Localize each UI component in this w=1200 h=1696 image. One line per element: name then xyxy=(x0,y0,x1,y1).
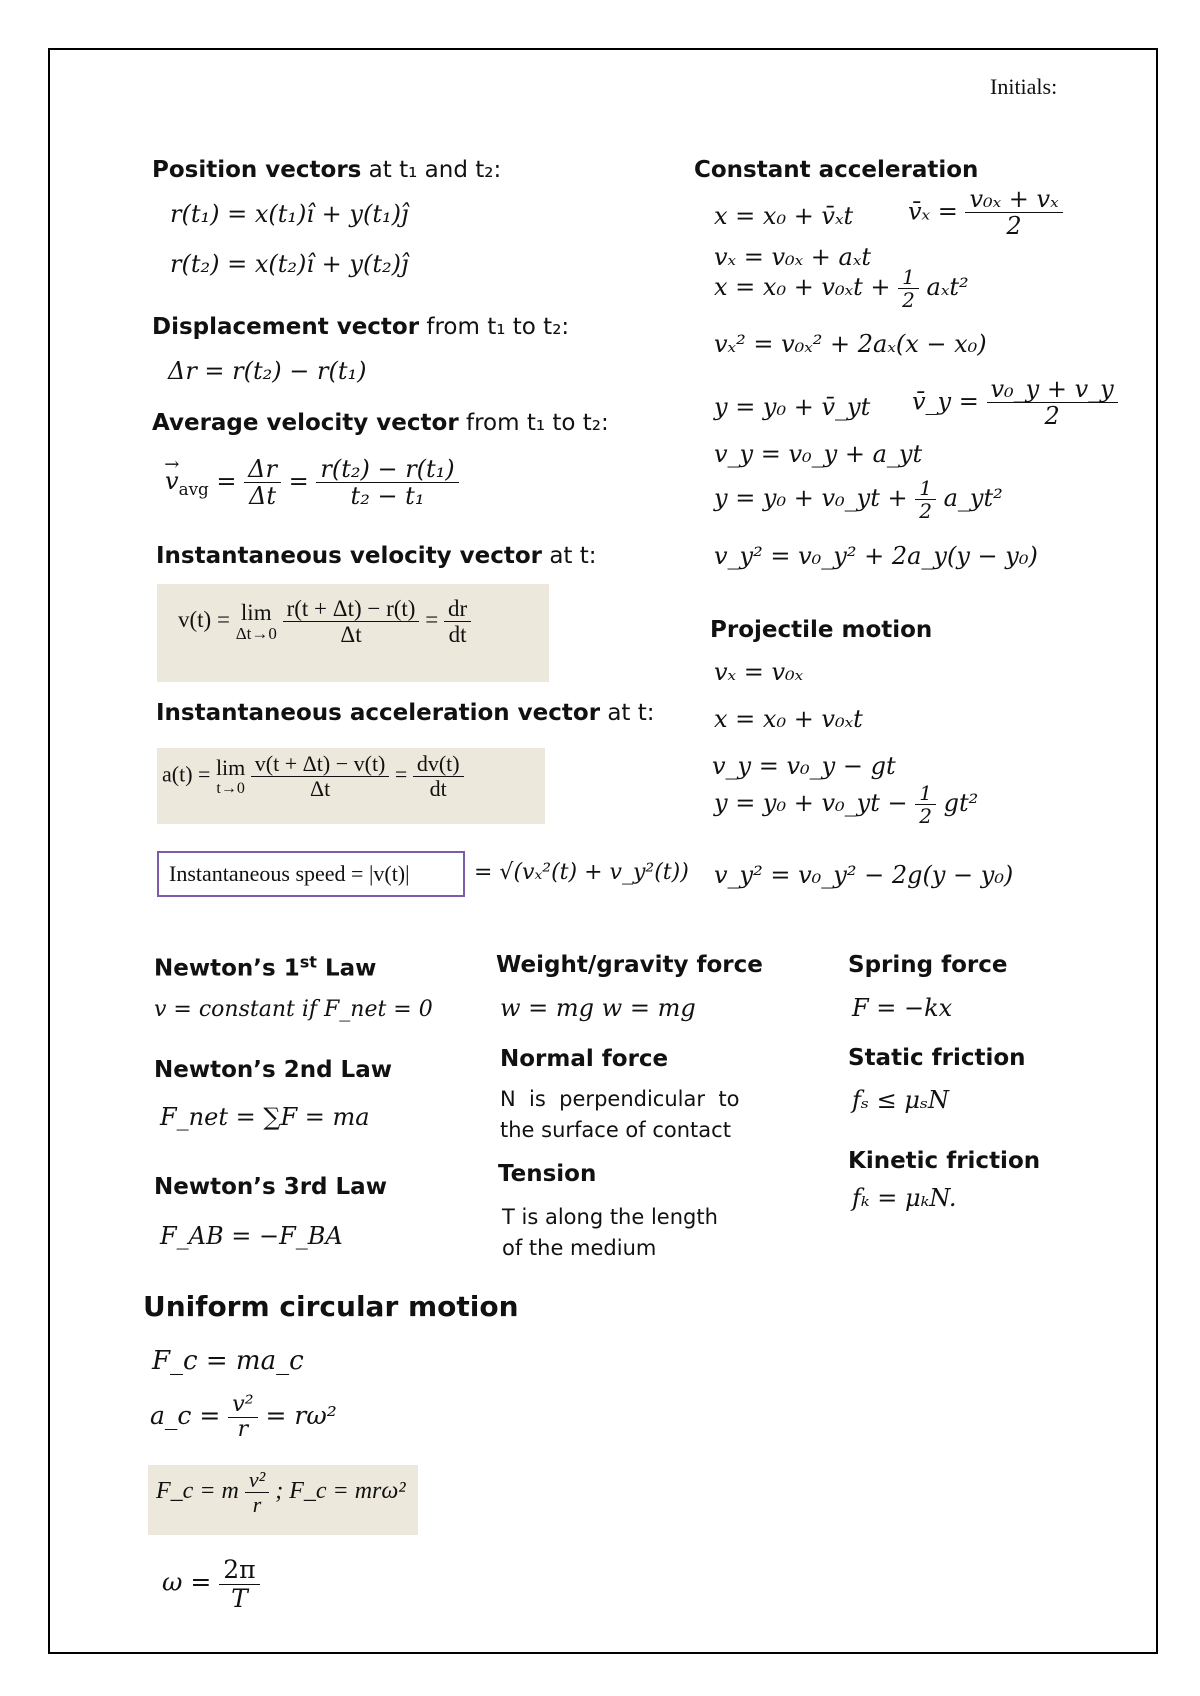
projectile-eq-1: vₓ = v₀ₓ xyxy=(714,658,804,686)
circular-eq-4 xyxy=(162,1556,260,1612)
static-friction-heading xyxy=(848,1045,1026,1071)
kinetic-friction-heading xyxy=(848,1148,1040,1174)
circ-eq4-den: T xyxy=(231,1583,248,1613)
newton1-heading-b: Law xyxy=(317,955,377,982)
const-acc-vbar-x xyxy=(908,186,1063,240)
avg-velocity-eq: → $v_{avg}$ = $\frac{\Delta r}{\Delta t}$ = $\frac{\text{r(t₂) − r(t₁)}}{\text{t₂ − t₁}}$ xyxy=(165,456,459,510)
inst-acc-heading-bold: Instantaneous acceleration vector xyxy=(156,700,601,726)
const-acc-eq-x1: x = x₀ + v̄ₓt xyxy=(714,202,854,230)
position-heading-bold: Position vectors xyxy=(152,157,362,183)
eq-x3-rhs: aₓt² xyxy=(926,273,969,301)
weight-eq: w = mg w = mg xyxy=(500,994,696,1022)
circ-eq4-lhs: ω = xyxy=(162,1567,212,1597)
position-eq-1: r(t₁) = x(t₁)î + y(t₁)ĵ xyxy=(170,200,409,228)
proj-eq4-half-num: 1 xyxy=(915,782,936,805)
proj-eq4-lhs: y = y₀ + v₀_yt − xyxy=(714,789,908,817)
circ-eq3-num: v² xyxy=(245,1468,269,1493)
const-acc-heading xyxy=(694,157,978,183)
inst-acc-lim-sub: t→0 xyxy=(216,779,245,797)
displacement-heading xyxy=(152,314,569,340)
inst-acc-lhs: a(t) = xyxy=(162,761,211,787)
inst-velocity-heading-rest: at t: xyxy=(542,543,597,569)
newton2-eq: F_net = ∑F = ma xyxy=(160,1103,370,1131)
normal-text-1: N is perpendicular to xyxy=(500,1087,740,1111)
eq-y3-half-den: 2 xyxy=(919,499,932,523)
avg-frac1-num: Δr xyxy=(244,456,281,483)
const-acc-eq-x3 xyxy=(714,266,969,311)
projectile-heading-bold: Projectile motion xyxy=(710,617,933,643)
proj-eq4-rhs: gt² xyxy=(943,789,979,817)
avg-frac2-den: t₂ − t₁ xyxy=(350,482,425,511)
newton1-heading xyxy=(154,952,376,982)
inst-speed-rhs: = √(vₓ²(t) + v_y²(t)) xyxy=(474,860,689,885)
newton1-heading-a: Newton’s 1 xyxy=(154,955,300,982)
normal-text-2: the surface of contact xyxy=(500,1118,731,1142)
spring-eq: F = −kx xyxy=(852,994,953,1022)
initials-label: Initials: xyxy=(990,74,1058,99)
vbar-x-num: v₀ₓ + vₓ xyxy=(965,186,1062,213)
circ-eq4-num: 2π xyxy=(219,1556,259,1585)
inst-acc-lim: lim xyxy=(215,754,246,780)
inst-acc-dnum: dv(t) xyxy=(413,752,464,777)
inst-acc-num: v(t + Δt) − v(t) xyxy=(251,752,390,777)
inst-acc-dden: dt xyxy=(429,776,447,802)
tension-text-1: T is along the length xyxy=(502,1205,718,1229)
avg-velocity-sub: avg xyxy=(178,479,209,500)
circ-eq2-rhs: = rω² xyxy=(265,1401,337,1431)
normal-heading xyxy=(500,1046,668,1072)
tension-text-2: of the medium xyxy=(502,1236,657,1260)
const-acc-vbar-y xyxy=(912,376,1118,430)
vbar-x-den: 2 xyxy=(1006,212,1022,241)
inst-velocity-dnum: dr xyxy=(444,596,471,622)
inst-speed-box: Instantaneous speed = |v(t)| xyxy=(157,851,465,897)
newton2-heading xyxy=(154,1057,392,1083)
proj-eq4-half-den: 2 xyxy=(919,804,932,828)
projectile-heading xyxy=(710,617,932,643)
circ-eq2-lhs: a_c = xyxy=(150,1401,221,1431)
inst-velocity-lim: lim xyxy=(240,599,272,625)
kinetic-friction-eq: fₖ = μₖN. xyxy=(852,1184,957,1212)
avg-frac1-den: Δt xyxy=(249,482,277,511)
circ-eq2-den: r xyxy=(237,1417,249,1443)
circular-heading: Uniform circular motion xyxy=(143,1290,519,1323)
vbar-y-num: v₀_y + v_y xyxy=(987,376,1118,403)
const-acc-eq-x2: vₓ = v₀ₓ + aₓt xyxy=(714,243,871,271)
weight-heading xyxy=(496,952,763,978)
const-acc-eq-y2: v_y = v₀_y + a_yt xyxy=(714,440,923,468)
projectile-eq-4 xyxy=(714,782,978,827)
const-acc-eq-y4: v_y² = v₀_y² + 2a_y(y − y₀) xyxy=(714,542,1038,570)
eq-y3-lhs: y = y₀ + v₀_yt + xyxy=(714,484,908,512)
position-heading-rest: at t₁ and t₂: xyxy=(361,157,502,183)
avg-frac2-num: r(t₂) − r(t₁) xyxy=(316,456,458,483)
circ-eq3-rhs: ; F_c = mrω² xyxy=(275,1478,406,1505)
kinetic-friction-heading-bold: Kinetic friction xyxy=(848,1148,1041,1174)
inst-acc-heading-rest: at t: xyxy=(600,700,655,726)
inst-velocity-num: r(t + Δt) − r(t) xyxy=(283,596,420,622)
projectile-eq-5: v_y² = v₀_y² − 2g(y − y₀) xyxy=(714,861,1014,889)
inst-velocity-eq: v(t) = lim Δt→0 $\frac{r(t + \Delta t) - r(t)}{\Delta t}$ = $\frac{dr}{dt}$ xyxy=(178,596,471,648)
inst-velocity-lhs: v(t) = xyxy=(178,607,230,633)
spring-heading xyxy=(848,952,1007,978)
normal-text xyxy=(500,1084,739,1146)
projectile-eq-3: v_y = v₀_y − gt xyxy=(712,752,896,780)
newton3-heading xyxy=(154,1174,387,1200)
inst-velocity-heading xyxy=(156,543,597,569)
inst-velocity-den: Δt xyxy=(340,622,362,648)
inst-acc-den: Δt xyxy=(309,776,331,802)
avg-velocity-heading-rest: from t₁ to t₂: xyxy=(458,410,609,436)
position-heading xyxy=(152,157,501,183)
circ-eq2-num: v² xyxy=(228,1393,257,1418)
const-acc-eq-y1: y = y₀ + v̄_yt xyxy=(714,393,871,421)
circ-eq3-den: r xyxy=(252,1492,262,1518)
newton1-eq: v = constant if F_net = 0 xyxy=(154,997,433,1022)
tension-text xyxy=(502,1202,718,1264)
eq-x3-half-num: 1 xyxy=(898,266,919,289)
eq-x3-half-den: 2 xyxy=(902,288,915,312)
displacement-eq: Δr = r(t₂) − r(t₁) xyxy=(168,357,367,385)
eq-x3-lhs: x = x₀ + v₀ₓt + xyxy=(714,273,891,301)
circular-eq-1: F_c = ma_c xyxy=(152,1346,304,1376)
vbar-x-lhs: v̄ₓ = xyxy=(908,197,958,226)
inst-velocity-heading-bold: Instantaneous velocity vector xyxy=(156,543,543,569)
newton1-heading-sup: st xyxy=(299,952,317,971)
eq-y3-rhs: a_yt² xyxy=(943,484,1003,512)
projectile-eq-2: x = x₀ + v₀ₓt xyxy=(714,705,863,733)
circular-eq-3 xyxy=(156,1468,406,1517)
const-acc-eq-y3 xyxy=(714,477,1003,522)
normal-heading-bold: Normal force xyxy=(500,1046,669,1072)
inst-velocity-lim-sub: Δt→0 xyxy=(235,624,277,644)
vbar-y-den: 2 xyxy=(1044,402,1060,431)
circ-eq3-lhs: F_c = m xyxy=(156,1478,239,1505)
eq-y3-half-num: 1 xyxy=(915,477,936,500)
vbar-y-lhs: v̄_y = xyxy=(912,387,979,416)
avg-velocity-heading xyxy=(152,410,609,436)
const-acc-eq-x4: vₓ² = v₀ₓ² + 2aₓ(x − x₀) xyxy=(714,330,987,358)
inst-acc-eq: a(t) = lim t→0 $\frac{v(t + \Delta t) - v(t)}{\Delta t}$ = $\frac{dv(t)}{dt}$ xyxy=(162,752,464,801)
circular-eq-2 xyxy=(150,1393,337,1442)
inst-acc-heading xyxy=(156,700,655,726)
const-acc-heading-bold: Constant acceleration xyxy=(694,157,979,183)
avg-velocity-heading-bold: Average velocity vector xyxy=(152,410,459,436)
newton3-heading-bold: Newton’s 3rd Law xyxy=(154,1174,387,1200)
spring-heading-bold: Spring force xyxy=(848,952,1008,978)
tension-heading xyxy=(498,1161,596,1187)
displacement-heading-bold: Displacement vector xyxy=(152,314,420,340)
newton3-eq: F_AB = −F_BA xyxy=(160,1222,343,1250)
weight-heading-bold: Weight/gravity force xyxy=(496,952,763,978)
position-eq-2: r(t₂) = x(t₂)î + y(t₂)ĵ xyxy=(170,250,409,278)
tension-heading-bold: Tension xyxy=(498,1161,597,1187)
displacement-heading-rest: from t₁ to t₂: xyxy=(419,314,570,340)
static-friction-heading-bold: Static friction xyxy=(848,1045,1026,1071)
newton2-heading-bold: Newton’s 2nd Law xyxy=(154,1057,392,1083)
inst-velocity-dden: dt xyxy=(448,622,467,648)
static-friction-eq: fₛ ≤ μₛN xyxy=(852,1086,950,1114)
